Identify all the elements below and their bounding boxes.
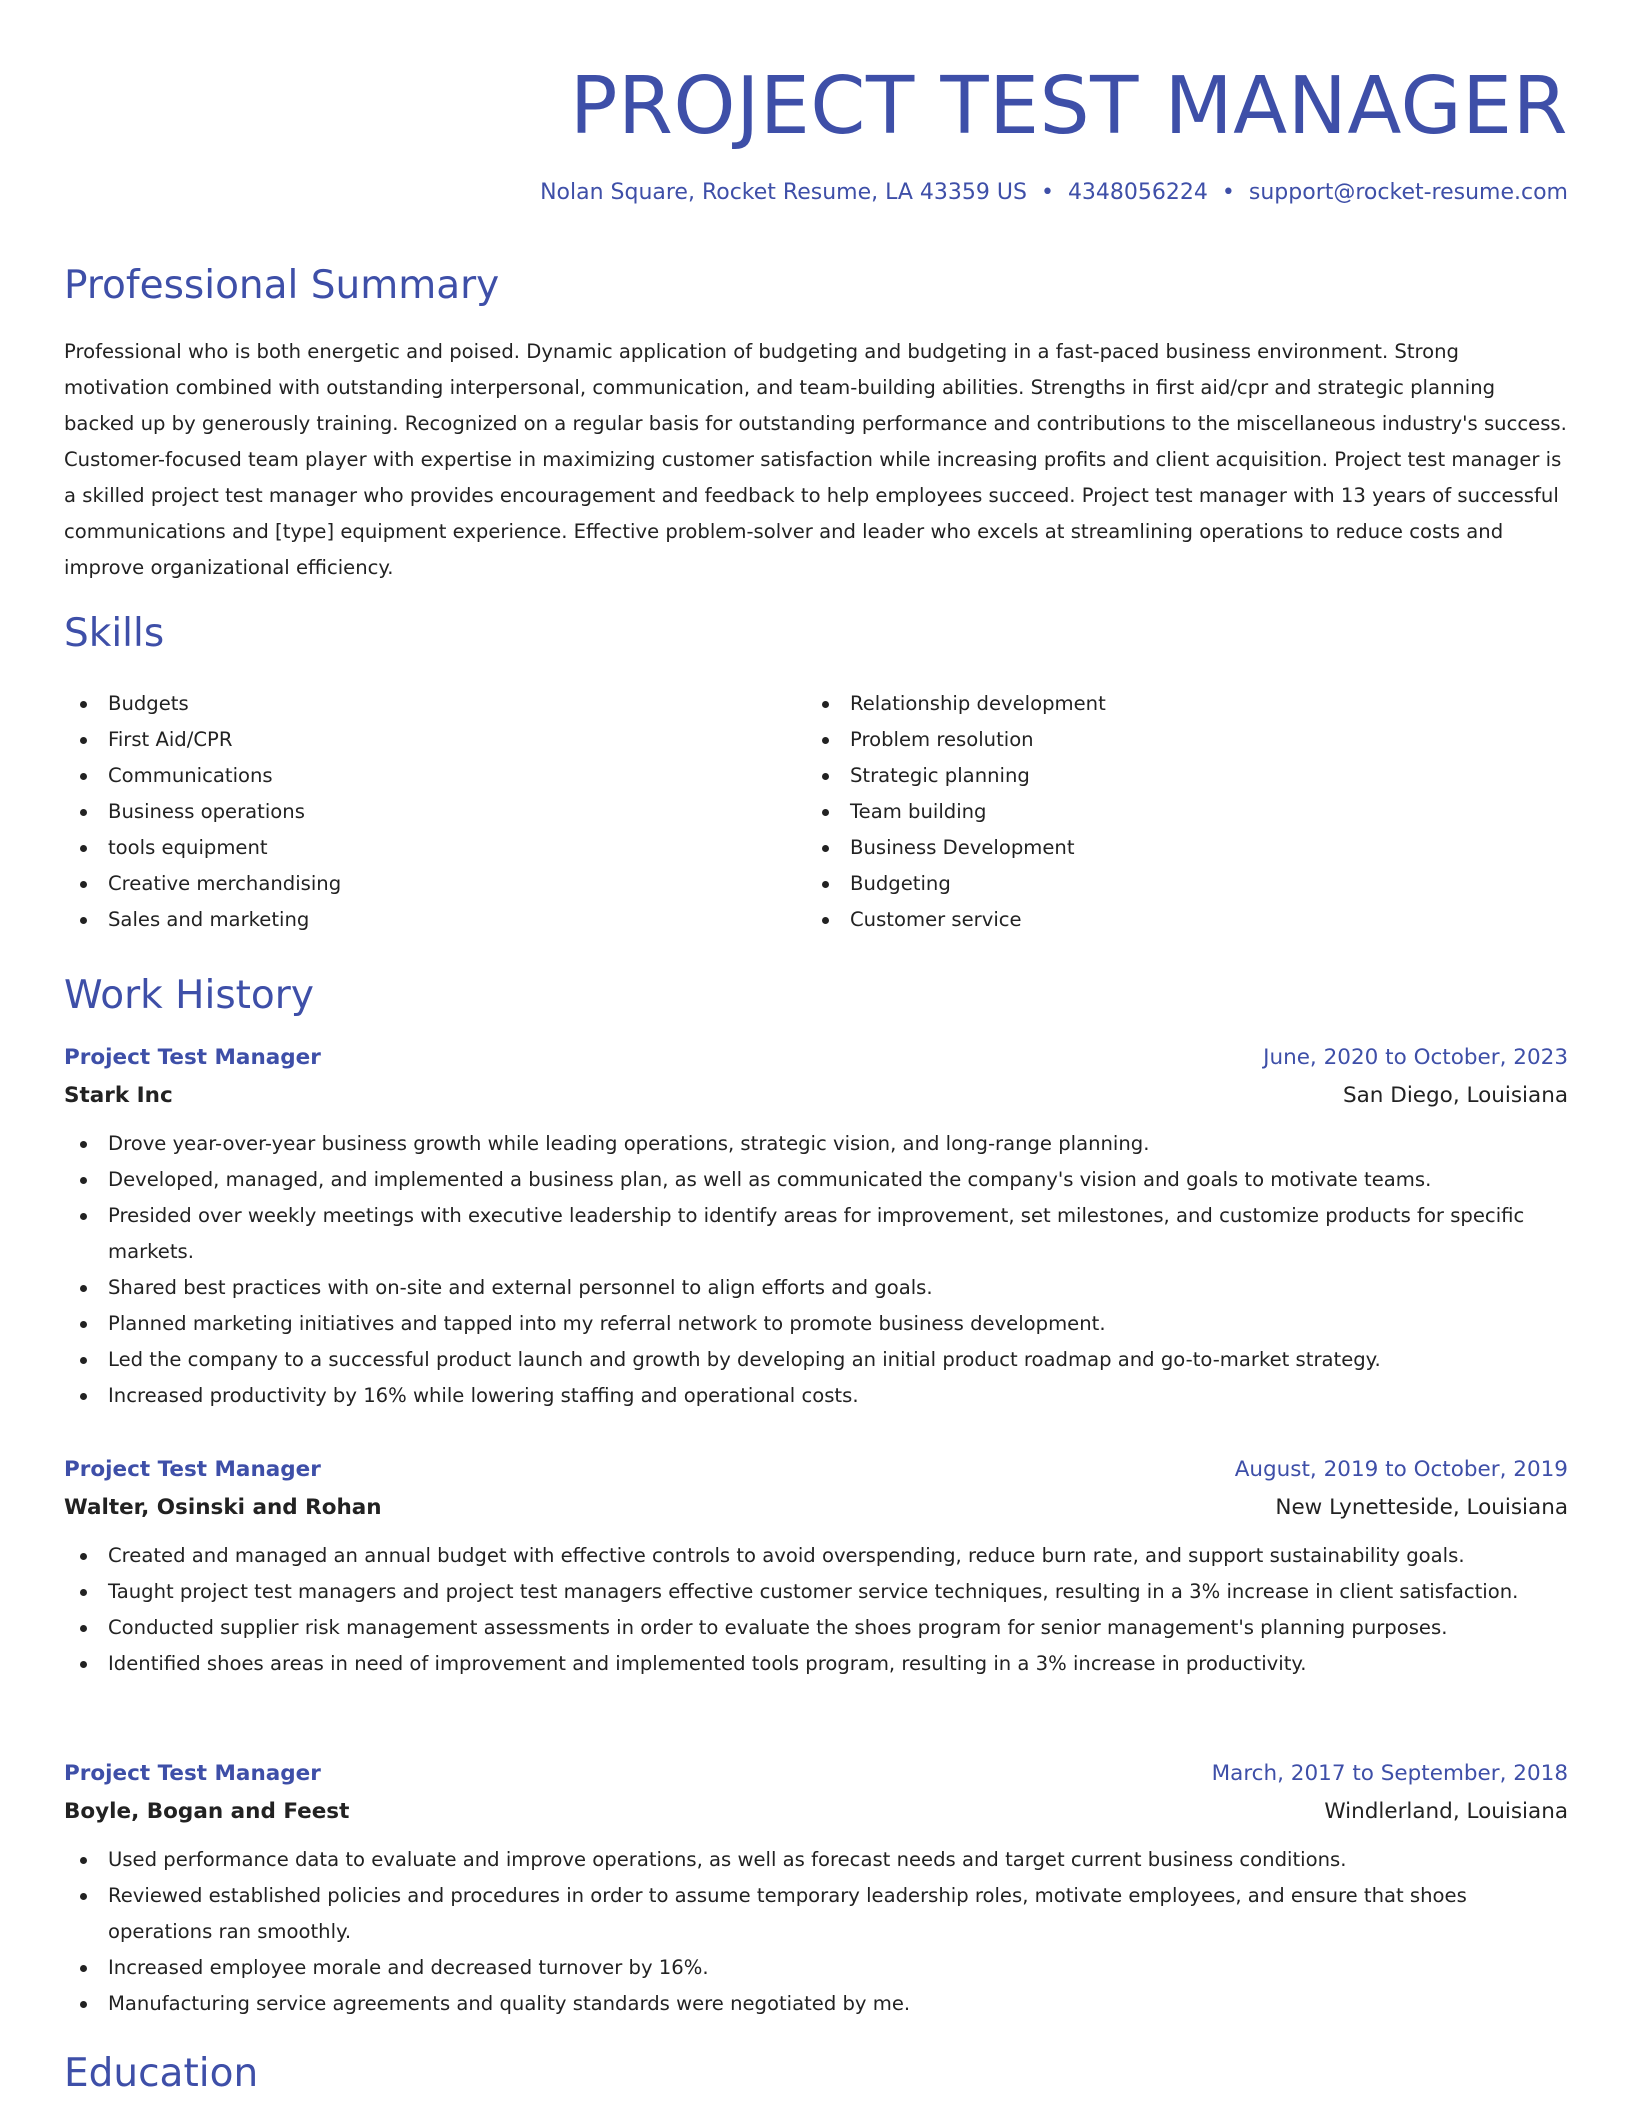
resume-page bbox=[64, 0, 1568, 2096]
contact-separator: • bbox=[1040, 180, 1054, 205]
job-bullet-item: Identified shoes areas in need of improvement and implemented tools program, resulting in a 3% increase in productivity. bbox=[64, 1646, 1568, 1682]
job-title: Project Test Manager bbox=[64, 1761, 321, 1786]
skills-column-right bbox=[806, 686, 1548, 938]
job-bullets bbox=[64, 1538, 1568, 1682]
job-bullet-item: Created and managed an annual budget with effective controls to avoid overspending, reduce burn rate, and support sustainability goals. bbox=[64, 1538, 1568, 1574]
skill-item: Creative merchandising bbox=[64, 866, 806, 902]
skill-item: Sales and marketing bbox=[64, 902, 806, 938]
skills-column-left bbox=[64, 686, 806, 938]
job-location: Windlerland, Louisiana bbox=[1324, 1799, 1568, 1824]
skills-list bbox=[64, 686, 1568, 938]
job-bullet-item: Used performance data to evaluate and improve operations, as well as forecast needs and target current business conditions. bbox=[64, 1842, 1568, 1878]
job-company: Boyle, Bogan and Feest bbox=[64, 1799, 350, 1824]
job-bullet-item: Increased productivity by 16% while lowering staffing and operational costs. bbox=[64, 1378, 1568, 1414]
job-location: San Diego, Louisiana bbox=[1342, 1083, 1568, 1108]
skill-item: Customer service bbox=[806, 902, 1548, 938]
contact-address: Nolan Square, Rocket Resume, LA 43359 US bbox=[540, 180, 1027, 205]
job-title: Project Test Manager bbox=[64, 1045, 321, 1070]
skill-item: tools equipment bbox=[64, 830, 806, 866]
job-bullet-item: Conducted supplier risk management assessments in order to evaluate the shoes program for senior management's planning purposes. bbox=[64, 1610, 1568, 1646]
skill-item: Problem resolution bbox=[806, 722, 1548, 758]
job-bullets bbox=[64, 1842, 1568, 2022]
job-bullet-item: Led the company to a successful product launch and growth by developing an initial product roadmap and go-to-market strategy. bbox=[64, 1342, 1568, 1378]
skill-item: Strategic planning bbox=[806, 758, 1548, 794]
job-header-row bbox=[64, 1452, 1568, 1488]
resume-title: PROJECT TEST MANAGER bbox=[569, 60, 1568, 152]
job-dates: June, 2020 to October, 2023 bbox=[1263, 1045, 1568, 1070]
skill-item: Budgeting bbox=[806, 866, 1548, 902]
summary-heading: Professional Summary bbox=[64, 263, 500, 308]
job-dates: March, 2017 to September, 2018 bbox=[1211, 1761, 1568, 1786]
job-bullet-item: Planned marketing initiatives and tapped into my referral network to promote business development. bbox=[64, 1306, 1568, 1342]
job-bullet-item: Reviewed established policies and procedures in order to assume temporary leadership roles, motivate employees, and ensure that shoes operations ran smoothly. bbox=[64, 1878, 1568, 1950]
skills-heading: Skills bbox=[64, 611, 165, 656]
job-bullet-item: Increased employee morale and decreased turnover by 16%. bbox=[64, 1950, 1568, 1986]
contact-line bbox=[540, 178, 1568, 208]
education-heading: Education bbox=[64, 2051, 259, 2096]
job-title: Project Test Manager bbox=[64, 1457, 321, 1482]
skill-item: Communications bbox=[64, 758, 806, 794]
job-header-row bbox=[64, 1756, 1568, 1792]
job-company-row bbox=[64, 1076, 1568, 1116]
job-bullet-item: Drove year-over-year business growth while leading operations, strategic vision, and long-range planning. bbox=[64, 1126, 1568, 1162]
job-entry bbox=[64, 1040, 1568, 1414]
skill-item: Budgets bbox=[64, 686, 806, 722]
job-entry bbox=[64, 1452, 1568, 1682]
job-company-row bbox=[64, 1488, 1568, 1528]
job-company-row bbox=[64, 1792, 1568, 1832]
contact-email[interactable]: support@rocket-resume.com bbox=[1248, 180, 1568, 205]
job-dates: August, 2019 to October, 2019 bbox=[1234, 1457, 1568, 1482]
summary-text: Professional who is both energetic and poised. Dynamic application of budgeting and budgeting in a fast-paced business environment. Strong motivation combined with outstanding interpersonal, communication, and team-building abilities. Strengths in first aid/cpr and strategic planning backed up by generously training. Recognized on a regular basis for outstanding performance and contributions to the miscellaneous industry's success. Customer-focused team player with expertise in maximizing customer satisfaction while increasing profits and client acquisition. Project test manager is a skilled project test manager who provides encouragement and feedback to help employees succeed. Project test manager with 13 years of successful communications and [type] equipment experience. Effective problem-solver and leader who excels at streamlining operations to reduce costs and improve organizational efficiency. bbox=[64, 340, 1567, 579]
job-location: New Lynetteside, Louisiana bbox=[1275, 1495, 1568, 1520]
job-bullet-item: Presided over weekly meetings with executive leadership to identify areas for improvement, set milestones, and customize products for specific markets. bbox=[64, 1198, 1568, 1270]
job-bullet-item: Taught project test managers and project test managers effective customer service techniques, resulting in a 3% increase in client satisfaction. bbox=[64, 1574, 1568, 1610]
job-bullet-item: Manufacturing service agreements and quality standards were negotiated by me. bbox=[64, 1986, 1568, 2022]
job-company: Walter, Osinski and Rohan bbox=[64, 1495, 382, 1520]
skill-item: First Aid/CPR bbox=[64, 722, 806, 758]
job-entry bbox=[64, 1756, 1568, 2022]
skill-item: Team building bbox=[806, 794, 1548, 830]
job-company: Stark Inc bbox=[64, 1083, 173, 1108]
job-bullet-item: Developed, managed, and implemented a business plan, as well as communicated the company's vision and goals to motivate teams. bbox=[64, 1162, 1568, 1198]
skill-item: Business Development bbox=[806, 830, 1548, 866]
skill-item: Business operations bbox=[64, 794, 806, 830]
work-history-heading: Work History bbox=[64, 973, 314, 1018]
job-bullet-item: Shared best practices with on-site and external personnel to align efforts and goals. bbox=[64, 1270, 1568, 1306]
job-bullets bbox=[64, 1126, 1568, 1414]
contact-phone: 4348056224 bbox=[1067, 180, 1208, 205]
contact-separator: • bbox=[1221, 180, 1235, 205]
job-header-row bbox=[64, 1040, 1568, 1076]
skill-item: Relationship development bbox=[806, 686, 1548, 722]
